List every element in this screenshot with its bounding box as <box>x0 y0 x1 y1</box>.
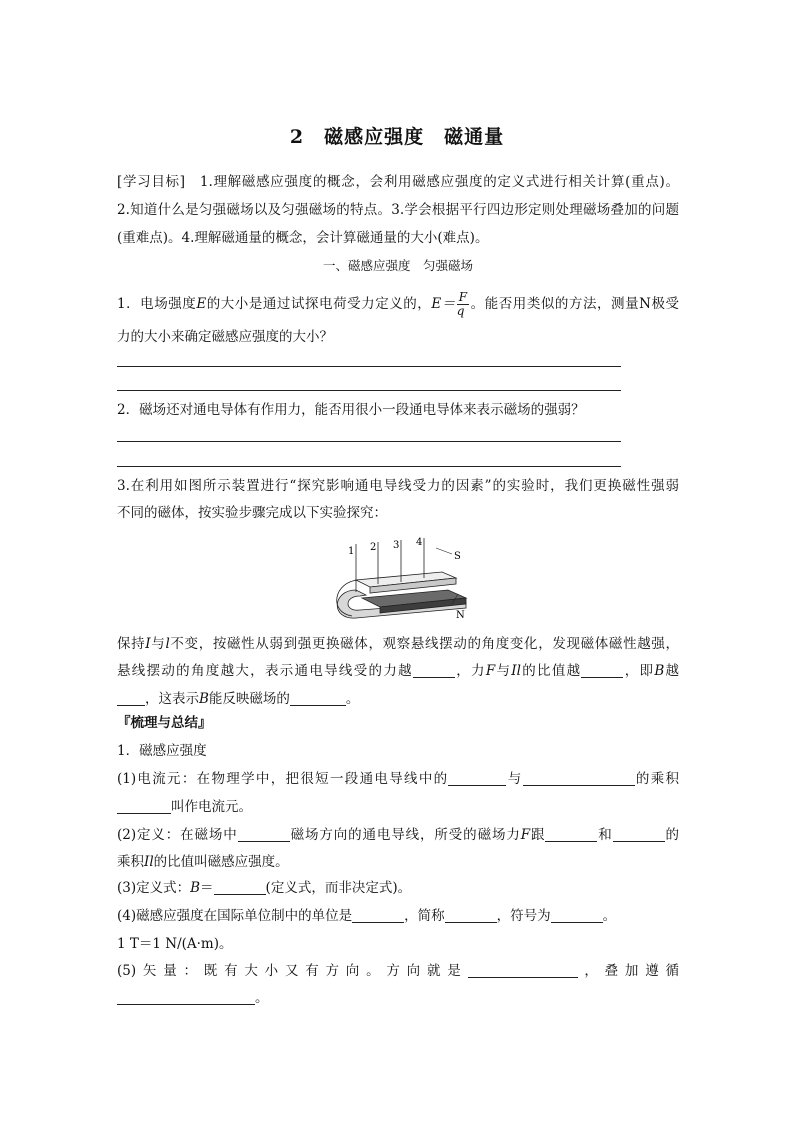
text: 的比值越 <box>520 663 582 679</box>
var-il: Il <box>511 663 521 679</box>
text: 越 <box>664 663 680 679</box>
text: 的乘积 <box>634 771 680 787</box>
summary-item-1: 1．磁感应强度 <box>117 743 207 759</box>
text: 跟 <box>530 827 546 843</box>
text: 能反映磁场的 <box>208 691 290 707</box>
summary-item-4 <box>117 878 679 898</box>
text: ，符号为 <box>496 908 551 924</box>
text: 磁场方向的通电导线，所受的磁场力 <box>289 827 521 843</box>
text: 和 <box>597 827 613 843</box>
fill-blank[interactable] <box>613 827 665 842</box>
objectives-line-1: [学习目标] 1.理解磁感应强度的概念，会利用磁感应强度的定义式进行相关计算(重点)。 <box>117 174 679 190</box>
text: ，简称 <box>404 908 445 924</box>
fill-blank[interactable] <box>117 691 145 706</box>
fill-blank[interactable] <box>413 663 455 678</box>
fill-blank[interactable] <box>545 827 597 842</box>
fill-blank[interactable] <box>117 799 171 814</box>
q1-text-b: 的大小是通过试探电荷受力定义的， <box>206 296 432 312</box>
question-1-line-1 <box>117 290 679 318</box>
text: 悬线摆动的角度越大，表示通电导线受的力越 <box>117 663 413 679</box>
text: ，即 <box>623 663 655 679</box>
answer-line[interactable] <box>117 441 621 442</box>
answer-line[interactable] <box>117 466 621 467</box>
fill-blank[interactable] <box>352 908 404 923</box>
text: (3)定义式： <box>117 880 191 896</box>
para-line-1 <box>117 634 679 654</box>
var-b: B <box>199 691 209 707</box>
summary-item-2-line-1 <box>117 769 679 789</box>
text: 与 <box>150 636 166 652</box>
text: 。 <box>255 990 269 1006</box>
figure-label-3: 3 <box>393 540 400 551</box>
text: 。 <box>345 691 360 707</box>
q1-frac-num: F <box>458 290 468 304</box>
q1-text-a: 1．电场强度 <box>117 296 197 312</box>
unit-definition: 1 T＝1 N/(A·m)。 <box>117 936 233 952</box>
var-il: Il <box>144 854 154 870</box>
fill-blank[interactable] <box>551 908 603 923</box>
fill-blank[interactable] <box>448 771 506 786</box>
summary-item-2-line-2 <box>117 797 679 817</box>
var-f: F <box>485 663 496 679</box>
fill-blank[interactable] <box>445 908 497 923</box>
summary-item-6-line-1 <box>117 961 679 981</box>
summary-item-3-line-1 <box>117 825 679 845</box>
var-f: F <box>520 827 531 843</box>
summary-heading: 『梳理与总结』 <box>117 715 212 731</box>
fill-blank[interactable] <box>581 663 623 678</box>
para-line-2 <box>117 661 679 681</box>
text: 的比值叫磁感应强度。 <box>153 854 289 870</box>
objectives-line-2: 2.知道什么是匀强磁场以及匀强磁场的特点。3.学会根据平行四边形定则处理磁场叠加的问题 <box>117 202 679 218</box>
var-i: I <box>145 636 151 652</box>
text: (4)磁感应强度在国际单位制中的单位是 <box>117 908 353 924</box>
text: 不变，按磁性从弱到强更换磁体，观察悬线摆动的角度变化，发现磁体磁性越强， <box>169 636 680 652</box>
question-2: 2．磁场还对通电导体有作用力，能否用很小一段通电导体来表示磁场的强弱？ <box>117 402 585 418</box>
figure-label-s: S <box>454 551 461 562</box>
text: (2)定义：在磁场中 <box>117 827 238 843</box>
q1-var-e: E <box>196 296 207 312</box>
fill-blank[interactable] <box>214 880 266 895</box>
text: (5)矢量：既有大小又有方向。方向就是 <box>117 963 468 979</box>
answer-line[interactable] <box>117 390 621 391</box>
pointer-s <box>436 548 452 554</box>
summary-item-6-line-2 <box>117 988 679 1008</box>
page-title: 2 磁感应强度 磁通量 <box>289 126 505 148</box>
text: 与 <box>506 771 523 787</box>
text: (1)电流元：在物理学中，把很短一段通电导线中的 <box>117 771 449 787</box>
fill-blank[interactable] <box>117 990 255 1005</box>
text: ，这表示 <box>145 691 199 707</box>
text: ，力 <box>454 663 486 679</box>
figure-label-n: N <box>456 610 465 621</box>
section-heading: 一、磁感应强度 匀强磁场 <box>322 258 473 273</box>
q1-frac-den: q <box>456 304 465 318</box>
text: 的 <box>664 827 680 843</box>
q1-eq-lhs: E＝ <box>431 296 456 312</box>
fill-blank[interactable] <box>468 963 578 978</box>
var-b: B <box>654 663 665 679</box>
question-3-line-2: 不同的磁体，按实验步骤完成以下实验探究： <box>117 505 387 521</box>
text: ，叠加遵循 <box>577 963 680 979</box>
objectives-line-3: (重难点)。4.理解磁通量的概念，会计算磁通量的大小(难点)。 <box>117 230 489 246</box>
var-l: l <box>165 636 170 652</box>
text: 。 <box>602 908 617 924</box>
text: (定义式，而非决定式)。 <box>265 880 412 896</box>
fill-blank[interactable] <box>290 691 346 706</box>
text: 保持 <box>117 636 146 652</box>
q1-fraction <box>457 291 469 318</box>
summary-item-5 <box>117 906 679 926</box>
q1-text-c: 。能否用类似的方法，测量N极受 <box>470 296 680 312</box>
magnet-apparatus-figure <box>326 532 476 622</box>
question-3-line-1: 3.在利用如图所示装置进行“探究影响通电导线受力的因素”的实验时，我们更换磁性强弱 <box>117 478 679 494</box>
figure-label-2: 2 <box>370 542 377 553</box>
summary-item-3-line-2 <box>117 852 679 872</box>
var-b: B <box>190 880 201 896</box>
fill-blank[interactable] <box>523 771 635 786</box>
question-1-line-2: 力的大小来确定磁感应强度的大小？ <box>117 329 333 345</box>
text: ＝ <box>200 880 214 896</box>
fill-blank[interactable] <box>238 827 290 842</box>
text: 叫作电流元。 <box>171 799 252 815</box>
text: 与 <box>495 663 512 679</box>
figure-label-1: 1 <box>348 546 355 557</box>
para-line-3 <box>117 689 679 709</box>
figure-label-4: 4 <box>416 537 423 548</box>
text: 乘积 <box>117 854 144 870</box>
answer-line[interactable] <box>117 366 621 367</box>
